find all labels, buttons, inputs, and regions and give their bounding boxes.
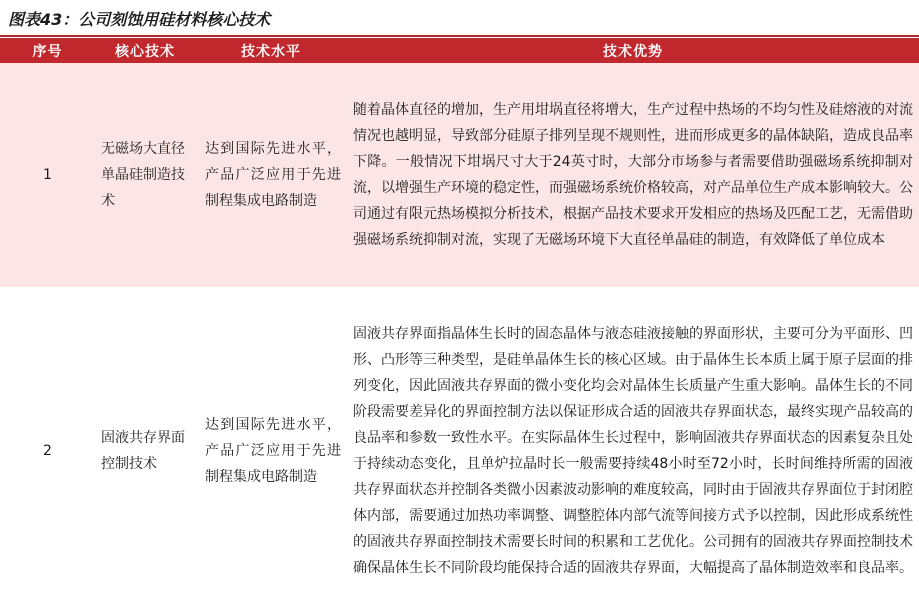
- title-divider: [0, 35, 919, 37]
- table-row: [0, 287, 919, 614]
- core-tech-cell: 固液共存界面控制技术: [95, 287, 195, 614]
- table-header-row: [0, 38, 919, 63]
- header-tech-level: 技术水平: [195, 38, 347, 63]
- tech-level-cell: 达到国际先进水平，产品广泛应用于先进制程集成电路制造: [195, 63, 347, 287]
- header-tech-advantage: 技术优势: [347, 38, 919, 63]
- tech-level-cell: 达到国际先进水平，产品广泛应用于先进制程集成电路制造: [195, 287, 347, 614]
- figure-title: 图表43：公司刻蚀用硅材料核心技术: [8, 10, 271, 29]
- header-core-tech: 核心技术: [95, 38, 195, 63]
- core-technology-table: [0, 38, 919, 614]
- tech-advantage-cell: 随着晶体直径的增加，生产用坩埚直径将增大，生产过程中热场的不均匀性及硅熔液的对流情况也越明显，导致部分硅原子排列呈现不规则性，进而形成更多的晶体缺陷，造成良品率下降。一般情况下坩埚尺寸大于24英寸时，大部分市场参与者需要借助强磁场系统抑制对流，以增强生产环境的稳定性，而强磁场系统价格较高，对产品单位生产成本影响较大。公司通过有限元热场模拟分析技术，根据产品技术要求开发相应的热场及匹配工艺，无需借助强磁场系统抑制对流，实现了无磁场环境下大直径单晶硅的制造，有效降低了单位成本: [347, 63, 919, 287]
- header-no: 序号: [0, 38, 95, 63]
- table-row: [0, 63, 919, 287]
- tech-advantage-cell: 固液共存界面指晶体生长时的固态晶体与液态硅液接触的界面形状，主要可分为平面形、凹形、凸形等三种类型，是硅单晶体生长的核心区域。由于晶体生长本质上属于原子层面的排列变化，因此固液共存界面的微小变化均会对晶体生长质量产生重大影响。晶体生长的不同阶段需要差异化的界面控制方法以保证形成合适的固液共存界面状态，最终实现产品较高的良品率和参数一致性水平。在实际晶体生长过程中，影响固液共存界面状态的因素复杂且处于持续动态变化，且单炉拉晶时长一般需要持续48小时至72小时，长时间维持所需的固液共存界面状态并控制各类微小因素波动影响的难度较高，同时由于固液共存界面位于封闭腔体内部，需要通过加热功率调整、调整腔体内部气流等间接方式予以控制，因此形成系统性的固液共存界面控制技术需要长时间的积累和工艺优化。公司拥有的固液共存界面控制技术确保晶体生长不同阶段均能保持合适的固液共存界面，大幅提高了晶体制造效率和良品率。: [347, 287, 919, 614]
- core-tech-cell: 无磁场大直径单晶硅制造技术: [95, 63, 195, 287]
- row-number: 1: [0, 63, 95, 287]
- row-number: 2: [0, 287, 95, 614]
